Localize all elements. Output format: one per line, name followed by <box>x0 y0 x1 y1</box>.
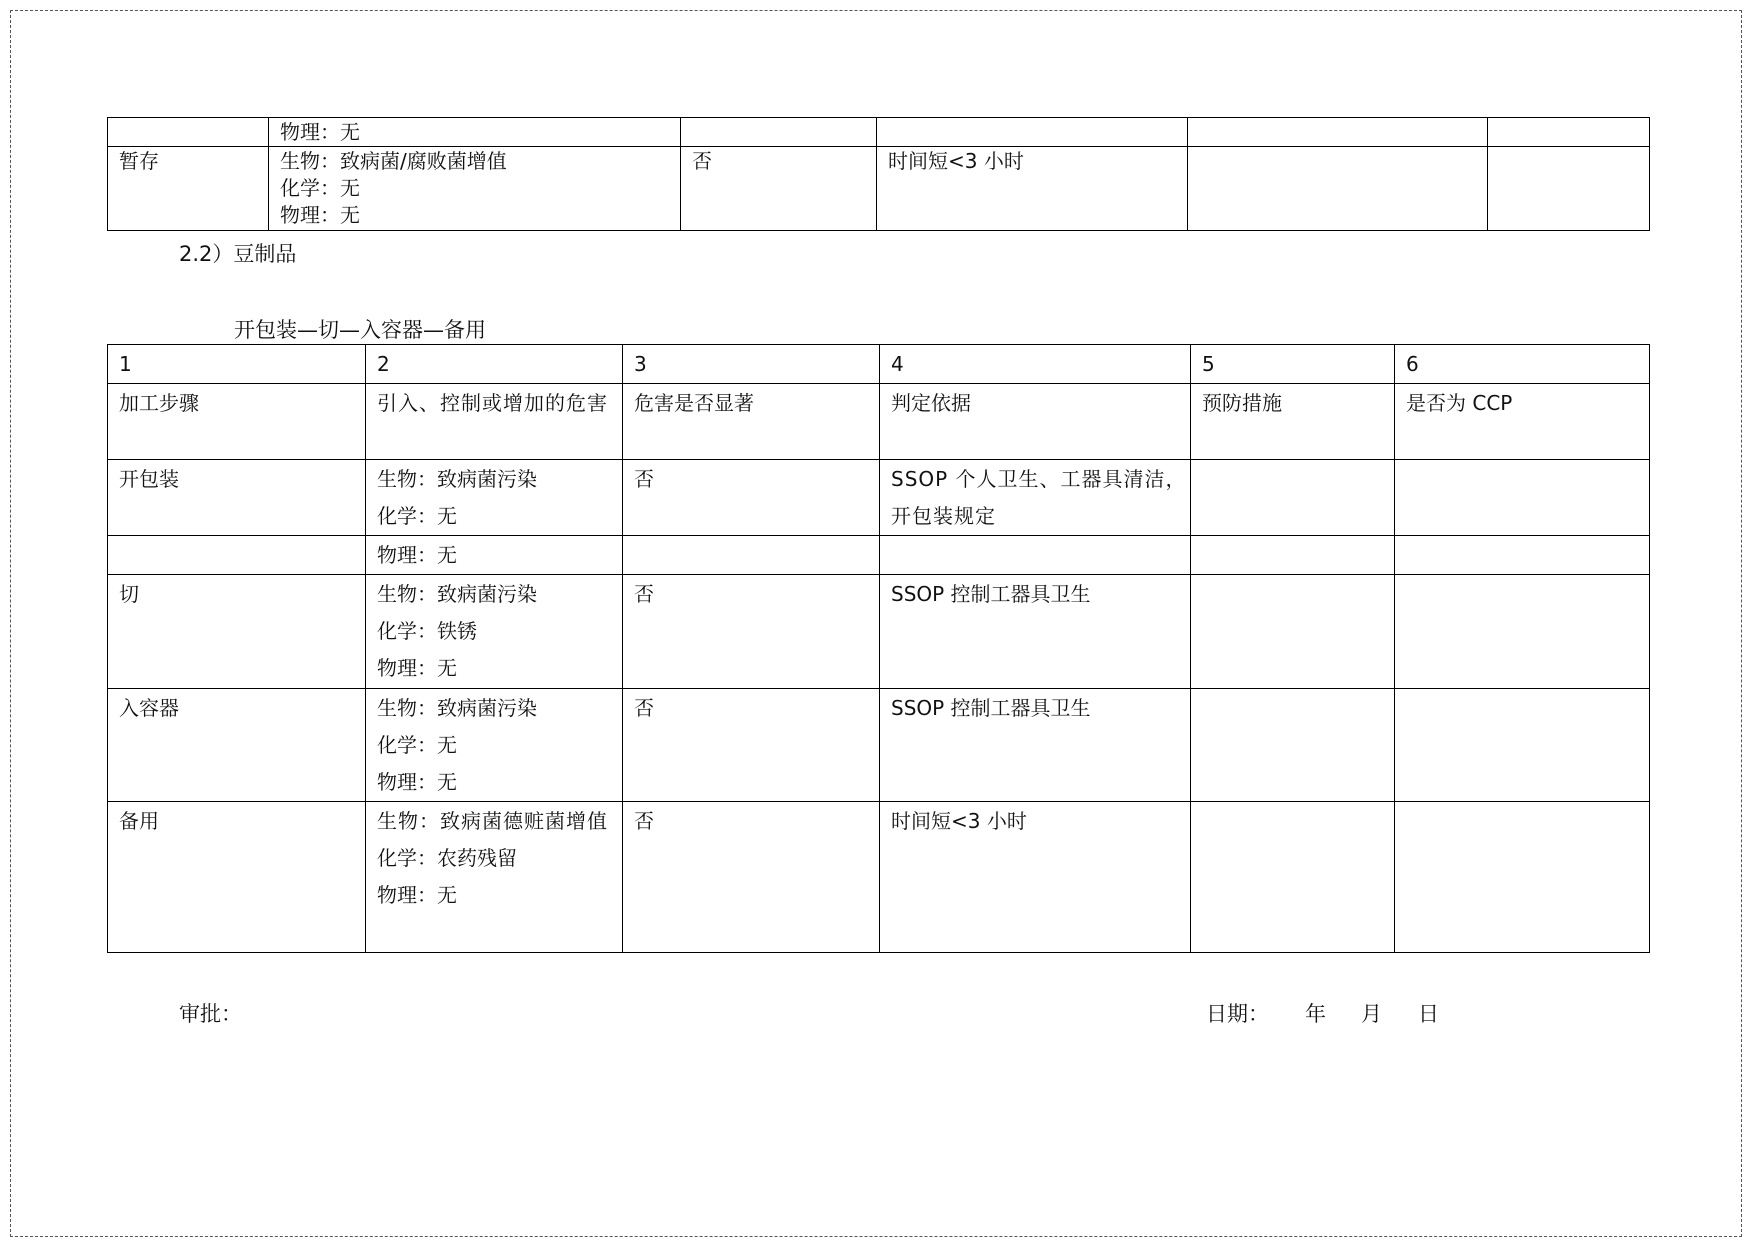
step-cell: 入容器 <box>108 689 366 802</box>
measures-cell <box>1188 147 1488 231</box>
basis-cell: SSOP 控制工器具卫生 <box>880 689 1191 802</box>
header-measures: 预防措施 <box>1191 384 1395 460</box>
significant-cell <box>681 118 877 147</box>
significant-cell: 否 <box>623 689 880 802</box>
basis-cell: SSOP 控制工器具卫生 <box>880 575 1191 689</box>
hazards-cell: 物理：无 <box>269 118 681 147</box>
significant-cell: 否 <box>623 575 880 689</box>
table-row <box>108 536 1650 575</box>
ccp-cell <box>1395 460 1650 536</box>
step-cell <box>108 536 366 575</box>
step-cell: 开包装 <box>108 460 366 536</box>
hazards-cell: 生物：致病菌德赃菌增值 化学：农药残留 物理：无 <box>366 802 623 953</box>
table-row <box>108 575 1650 689</box>
date-month: 月 <box>1361 1002 1382 1026</box>
table-row <box>108 147 1650 231</box>
hazards-cell: 生物：致病菌/腐败菌增值 化学：无 物理：无 <box>269 147 681 231</box>
ccp-cell <box>1395 575 1650 689</box>
column-number: 1 <box>108 345 366 384</box>
step-cell: 暂存 <box>108 147 269 231</box>
table-row <box>108 460 1650 536</box>
continued-hazard-table <box>107 117 1650 231</box>
column-number: 6 <box>1395 345 1650 384</box>
header-row <box>108 384 1650 460</box>
header-basis: 判定依据 <box>880 384 1191 460</box>
measures-cell <box>1191 536 1395 575</box>
table-row <box>108 689 1650 802</box>
hazards-cell: 物理：无 <box>366 536 623 575</box>
section-heading: 2.2）豆制品 <box>179 242 297 266</box>
date-label: 日期： <box>1206 1002 1269 1026</box>
measures-cell <box>1191 460 1395 536</box>
basis-cell <box>880 536 1191 575</box>
ccp-cell <box>1395 689 1650 802</box>
header-hazards: 引入、控制或增加的危害 <box>366 384 623 460</box>
column-number: 4 <box>880 345 1191 384</box>
significant-cell: 否 <box>681 147 877 231</box>
measures-cell <box>1191 689 1395 802</box>
measures-cell <box>1191 802 1395 953</box>
process-flow: 开包装—切—入容器—备用 <box>234 318 486 342</box>
basis-cell <box>877 118 1188 147</box>
hazard-analysis-table <box>107 344 1650 953</box>
significant-cell <box>623 536 880 575</box>
ccp-cell <box>1488 147 1650 231</box>
hazards-cell: 生物：致病菌污染 化学：无 物理：无 <box>366 689 623 802</box>
approval-label: 审批： <box>179 1002 242 1026</box>
hazards-cell: 生物：致病菌污染 化学：铁锈 物理：无 <box>366 575 623 689</box>
column-number: 3 <box>623 345 880 384</box>
measures-cell <box>1191 575 1395 689</box>
date-day: 日 <box>1418 1002 1439 1026</box>
hazards-cell: 生物：致病菌污染 化学：无 <box>366 460 623 536</box>
ccp-cell <box>1395 536 1650 575</box>
column-number: 5 <box>1191 345 1395 384</box>
header-step: 加工步骤 <box>108 384 366 460</box>
table-row <box>108 118 1650 147</box>
measures-cell <box>1188 118 1488 147</box>
step-cell: 切 <box>108 575 366 689</box>
column-number-row <box>108 345 1650 384</box>
ccp-cell <box>1488 118 1650 147</box>
basis-cell: SSOP 个人卫生、工器具清洁，开包装规定 <box>880 460 1191 536</box>
header-significant: 危害是否显著 <box>623 384 880 460</box>
column-number: 2 <box>366 345 623 384</box>
date-year: 年 <box>1305 1002 1326 1026</box>
header-ccp: 是否为 CCP <box>1395 384 1650 460</box>
ccp-cell <box>1395 802 1650 953</box>
basis-cell: 时间短<3 小时 <box>877 147 1188 231</box>
basis-cell: 时间短<3 小时 <box>880 802 1191 953</box>
table-row <box>108 802 1650 953</box>
significant-cell: 否 <box>623 460 880 536</box>
significant-cell: 否 <box>623 802 880 953</box>
step-cell <box>108 118 269 147</box>
step-cell: 备用 <box>108 802 366 953</box>
